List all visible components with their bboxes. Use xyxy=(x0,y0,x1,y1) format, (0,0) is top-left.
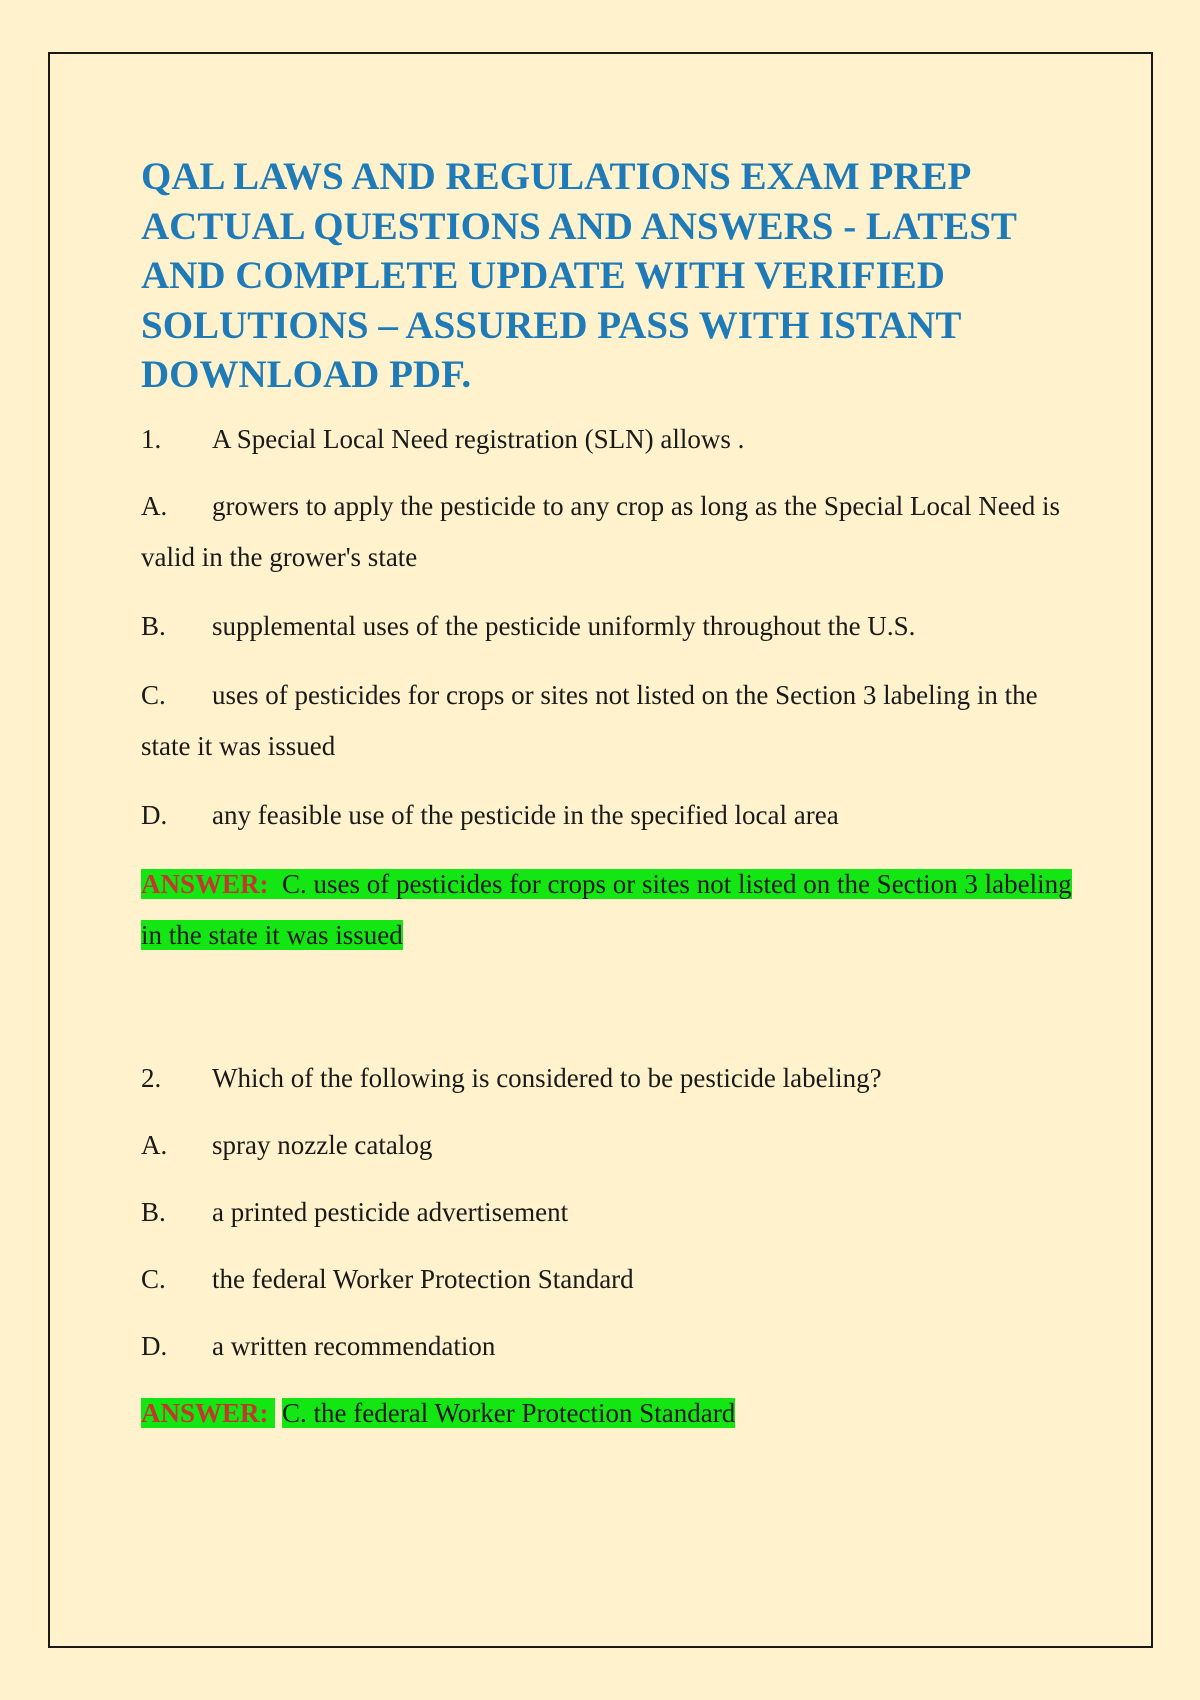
document-body xyxy=(141,152,1081,1439)
answer-line xyxy=(141,1388,1081,1439)
option xyxy=(141,1321,1081,1372)
spacer xyxy=(141,961,1081,1053)
question-number: 2. xyxy=(141,1062,162,1093)
option-text: supplemental uses of the pesticide uniformly throughout the U.S. xyxy=(212,610,916,641)
option xyxy=(141,601,1081,652)
question-number: 1. xyxy=(141,423,162,454)
option xyxy=(141,790,1081,841)
question-block xyxy=(141,414,1081,961)
question-block xyxy=(141,1053,1081,1439)
answer-label: ANSWER: xyxy=(141,868,269,899)
option-letter: A. xyxy=(141,490,168,521)
option xyxy=(141,670,1081,772)
question-stem xyxy=(141,414,1081,465)
option-letter: C. xyxy=(141,1263,166,1294)
option-letter: D. xyxy=(141,799,168,830)
option xyxy=(141,1187,1081,1238)
document-title: QAL LAWS AND REGULATIONS EXAM PREP ACTUAL QUESTIONS AND ANSWERS - LATEST AND COMPLETE UPDATE WITH VERIFIED SOLUTIONS – ASSURED PASS WITH ISTANT DOWNLOAD PDF. xyxy=(141,155,1017,396)
option-text: growers to apply the pesticide to any crop as long as the Special Local Need is valid in the grower's state xyxy=(141,490,1060,572)
option-text: spray nozzle catalog xyxy=(212,1129,433,1160)
answer-text: C. uses of pesticides for crops or sites not listed on the Section 3 labeling in the state it was issued xyxy=(141,868,1072,950)
option-letter: D. xyxy=(141,1330,168,1361)
option-letter: C. xyxy=(141,679,166,710)
question-text: A Special Local Need registration (SLN) allows . xyxy=(212,423,745,454)
answer-label-highlight xyxy=(141,1398,275,1428)
option-text: any feasible use of the pesticide in the specified local area xyxy=(212,799,839,830)
option-text: the federal Worker Protection Standard xyxy=(212,1263,634,1294)
option-letter: B. xyxy=(141,610,166,641)
answer-highlight xyxy=(282,1398,735,1428)
option xyxy=(141,1254,1081,1305)
option-letter: B. xyxy=(141,1196,166,1227)
option-letter: A. xyxy=(141,1129,168,1160)
option-text: a written recommendation xyxy=(212,1330,496,1361)
option xyxy=(141,1120,1081,1171)
question-text: Which of the following is considered to be pesticide labeling? xyxy=(212,1062,882,1093)
question-stem xyxy=(141,1053,1081,1104)
answer-highlight xyxy=(141,869,1072,950)
answer-label: ANSWER: xyxy=(141,1397,269,1428)
option-text: uses of pesticides for crops or sites not listed on the Section 3 labeling in the state it was issued xyxy=(141,679,1038,761)
option-text: a printed pesticide advertisement xyxy=(212,1196,569,1227)
answer-text: C. the federal Worker Protection Standard xyxy=(282,1397,736,1428)
option xyxy=(141,481,1081,583)
answer-line xyxy=(141,859,1081,961)
